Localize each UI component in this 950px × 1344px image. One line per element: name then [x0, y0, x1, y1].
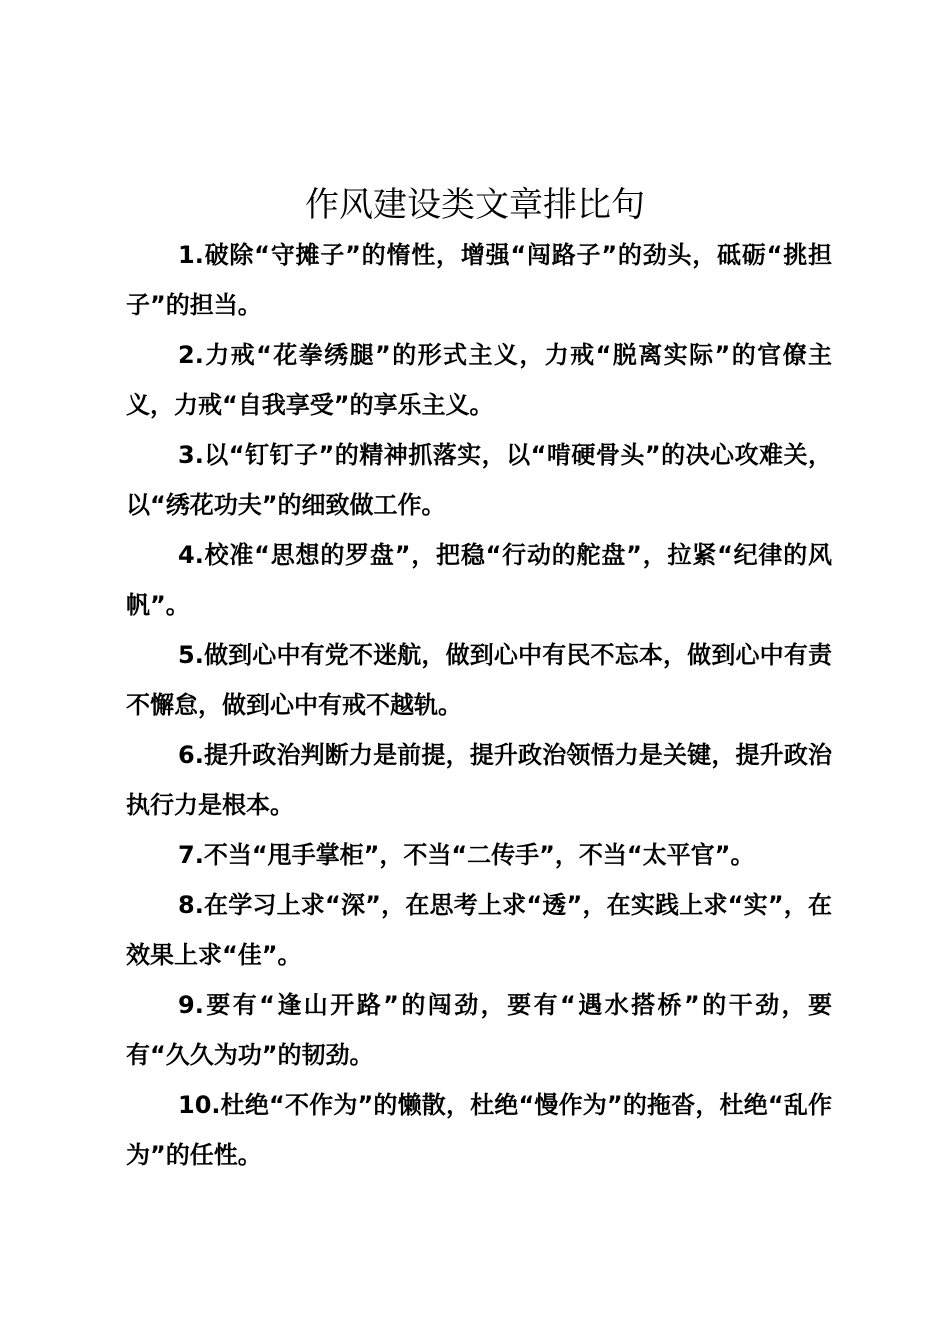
paragraph-2: 2.力戒“花拳绣腿”的形式主义，力戒“脱离实际”的官僚主义，力戒“自我享受”的享乐主义。	[126, 341, 832, 419]
paragraph-10: 10.杜绝“不作为”的懒散，杜绝“慢作为”的拖沓，杜绝“乱作为”的任性。	[126, 1091, 832, 1169]
paragraph-7: 7.不当“甩手掌柜”，不当“二传手”，不当“太平官”。	[178, 841, 755, 869]
paragraph-8: 8.在学习上求“深”，在思考上求“透”，在实践上求“实”，在效果上求“佳”。	[126, 891, 832, 969]
paragraph-1: 1.破除“守摊子”的惰性，增强“闯路子”的劲头，砥砺“挑担子”的担当。	[126, 241, 832, 319]
paragraph-6: 6.提升政治判断力是前提，提升政治领悟力是关键，提升政治执行力是根本。	[126, 741, 832, 819]
paragraph-4: 4.校准“思想的罗盘”，把稳“行动的舵盘”，拉紧“纪律的风帆”。	[126, 541, 832, 619]
paragraph-9: 9.要有“逢山开路”的闯劲，要有“遇水搭桥”的干劲，要有“久久为功”的韧劲。	[126, 991, 832, 1069]
document-body	[126, 230, 832, 1180]
paragraph-3: 3.以“钉钉子”的精神抓落实，以“啃硬骨头”的决心攻难关，以“绣花功夫”的细致做工作。	[126, 441, 832, 519]
paragraph-5: 5.做到心中有党不迷航，做到心中有民不忘本，做到心中有责不懈怠，做到心中有戒不越轨。	[126, 641, 832, 719]
document-title: 作风建设类文章排比句	[305, 185, 645, 225]
